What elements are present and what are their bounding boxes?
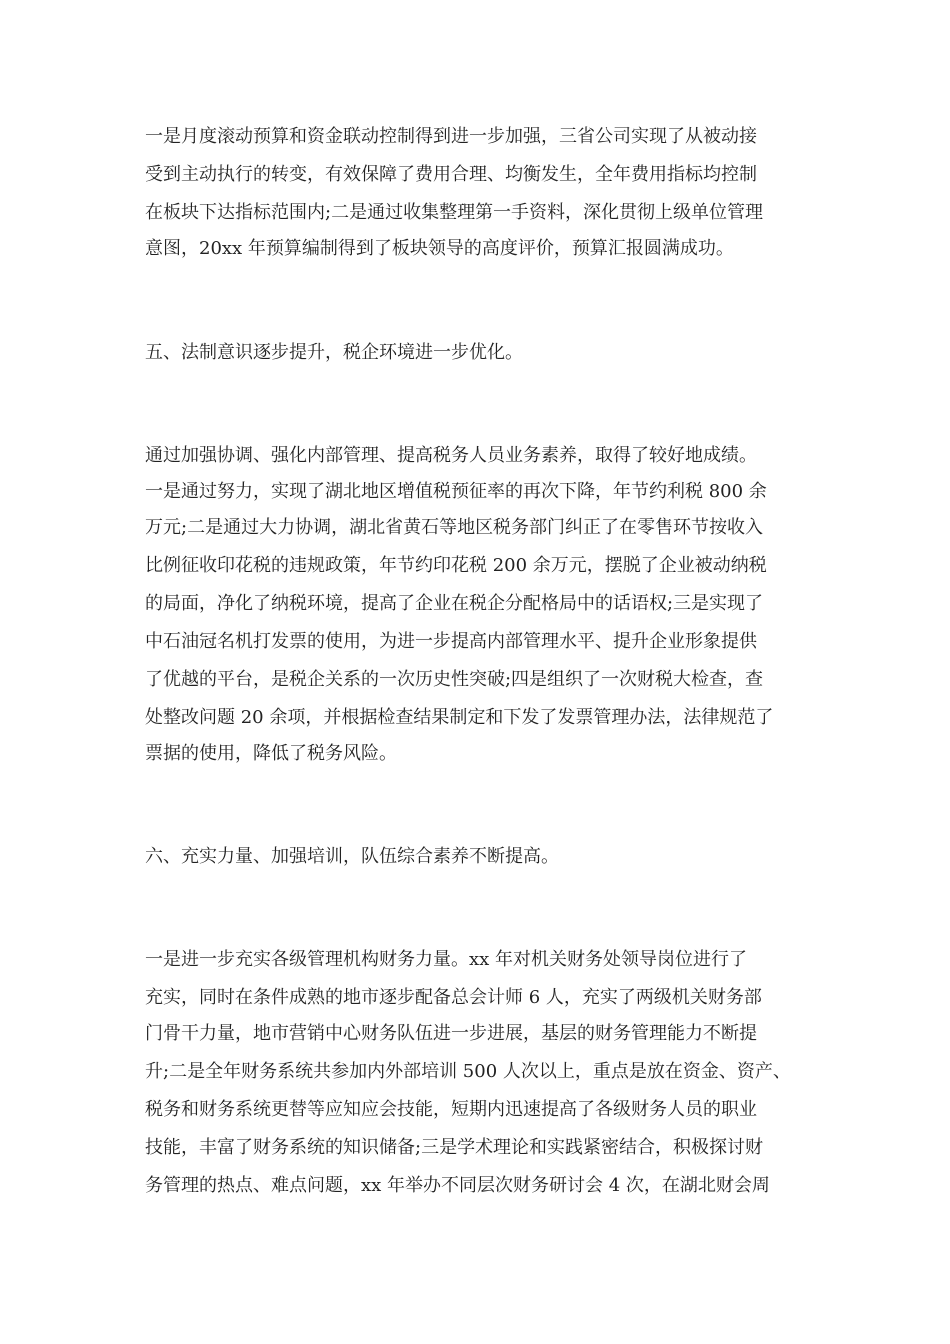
text-line: 受到主动执行的转变，有效保障了费用合理、均衡发生，全年费用指标均控制 (145, 164, 757, 185)
text-line: 票据的使用，降低了税务风险。 (145, 743, 397, 764)
text-line: 中石油冠名机打发票的使用，为进一步提高内部管理水平、提升企业形象提供 (145, 631, 757, 652)
text-line: 了优越的平台，是税企关系的一次历史性突破;四是组织了一次财税大检查，查 (145, 669, 764, 690)
text-line: 一是月度滚动预算和资金联动控制得到进一步加强，三省公司实现了从被动接 (145, 126, 757, 147)
section-heading-5: 五、法制意识逐步提升，税企环境进一步优化。 (145, 342, 523, 363)
text-line: 一是进一步充实各级管理机构财务力量。xx 年对机关财务处领导岗位进行了 (145, 949, 748, 970)
section-heading-6: 六、充实力量、加强培训，队伍综合素养不断提高。 (145, 846, 559, 867)
text-line: 充实，同时在条件成熟的地市逐步配备总会计师 6 人，充实了两级机关财务部 (145, 987, 762, 1008)
text-line: 技能，丰富了财务系统的知识储备;三是学术理论和实践紧密结合，积极探讨财 (145, 1137, 764, 1158)
text-line: 门骨干力量，地市营销中心财务队伍进一步进展，基层的财务管理能力不断提 (145, 1023, 757, 1044)
text-line: 万元;二是通过大力协调，湖北省黄石等地区税务部门纠正了在零售环节按收入 (145, 517, 764, 538)
text-line: 一是通过努力，实现了湖北地区增值税预征率的再次下降，年节约利税 800 余 (145, 481, 767, 502)
text-line: 在板块下达指标范围内;二是通过收集整理第一手资料，深化贯彻上级单位管理 (145, 202, 764, 223)
text-line: 处整改问题 20 余项，并根据检查结果制定和下发了发票管理办法，法律规范了 (145, 707, 774, 728)
text-line: 比例征收印花税的违规政策，年节约印花税 200 余万元，摆脱了企业被动纳税 (145, 555, 767, 576)
text-line: 税务和财务系统更替等应知应会技能，短期内迅速提高了各级财务人员的职业 (145, 1099, 757, 1120)
text-line: 通过加强协调、强化内部管理、提高税务人员业务素养，取得了较好地成绩。 (145, 445, 757, 466)
text-line: 务管理的热点、难点问题，xx 年举办不同层次财务研讨会 4 次，在湖北财会周 (145, 1175, 770, 1196)
text-line: 意图，20xx 年预算编制得到了板块领导的高度评价，预算汇报圆满成功。 (145, 238, 734, 259)
text-line: 升;二是全年财务系统共参加内外部培训 500 人次以上，重点是放在资金、资产、 (145, 1061, 791, 1082)
text-line: 的局面，净化了纳税环境，提高了企业在税企分配格局中的话语权;三是实现了 (145, 593, 764, 614)
